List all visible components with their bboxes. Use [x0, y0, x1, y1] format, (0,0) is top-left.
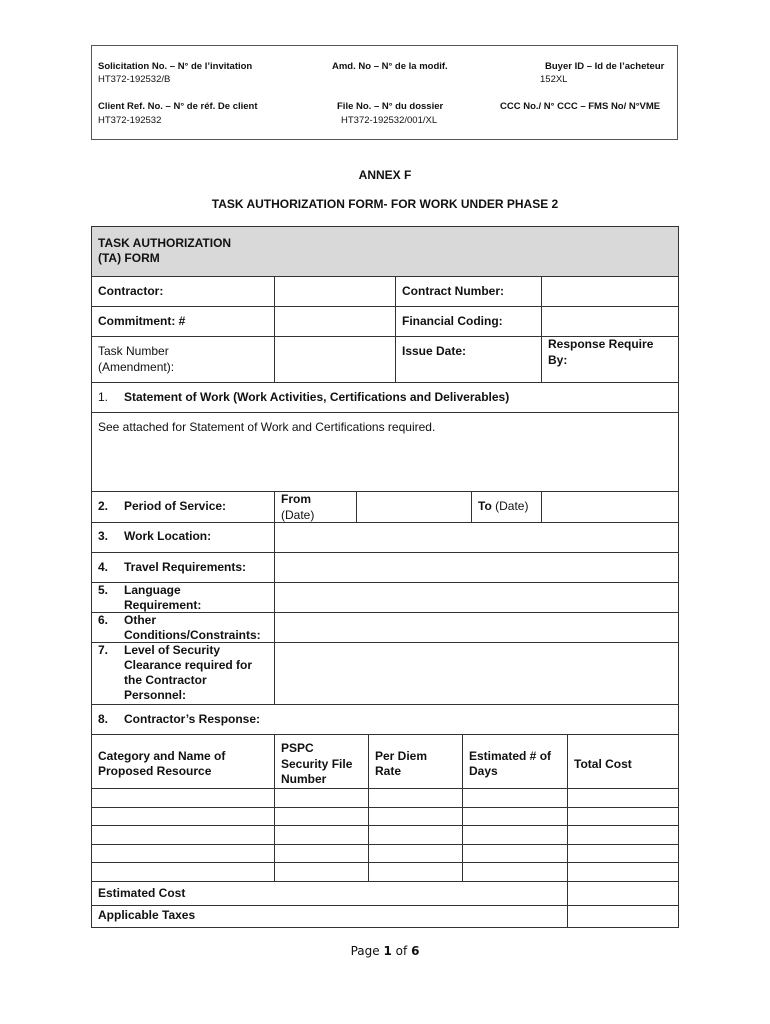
section5-number: 5.: [98, 583, 109, 597]
contractor-label: Contractor:: [98, 284, 164, 298]
annex-title: ANNEX F: [358, 168, 412, 182]
page-current: 1: [383, 944, 392, 958]
col-category-line2: Proposed Resource: [98, 764, 212, 778]
client-ref-label: Client Ref. No. – N° de réf. De client: [98, 101, 258, 112]
contractor-response-label: Contractor’s Response:: [124, 712, 261, 726]
amd-label: Amd. No – N° de la modif.: [332, 61, 448, 72]
col-days-line1: Estimated # of: [469, 749, 552, 763]
work-location-label: Work Location:: [124, 529, 212, 543]
commitment-label: Commitment: #: [98, 314, 186, 328]
section6-number: 6.: [98, 613, 109, 627]
col-total-cost: Total Cost: [574, 757, 632, 771]
section2-number: 2.: [98, 499, 109, 513]
to-date-placeholder: (Date): [495, 499, 529, 513]
page-of: of: [395, 944, 408, 958]
page-word: Page: [350, 944, 380, 958]
section4-number: 4.: [98, 560, 109, 574]
page-total: 6: [411, 944, 420, 958]
amendment-label: (Amendment):: [98, 360, 175, 374]
security-clearance-line3: the Contractor: [124, 673, 207, 687]
contract-number-label: Contract Number:: [402, 284, 505, 298]
other-conditions-line2: Conditions/Constraints:: [124, 628, 261, 642]
task-number-label: Task Number: [98, 344, 169, 358]
col-category-line1: Category and Name of: [98, 749, 226, 763]
client-ref-value: HT372-192532: [98, 115, 162, 126]
section8-number: 8.: [98, 712, 109, 726]
from-date-placeholder: (Date): [281, 508, 315, 522]
issue-date-label: Issue Date:: [402, 344, 467, 358]
ccc-label: CCC No./ N° CCC – FMS No/ N°VME: [500, 101, 661, 112]
language-label-line1: Language: [124, 583, 181, 597]
buyer-label: Buyer ID – Id de l’acheteur: [545, 61, 665, 72]
to-label: To: [478, 499, 492, 513]
security-clearance-line1: Level of Security: [124, 643, 221, 657]
col-days-line2: Days: [469, 764, 498, 778]
col-pspc-line2: Security File: [281, 757, 353, 771]
statement-of-work-text: See attached for Statement of Work and Certifications required.: [98, 420, 436, 434]
to-field: [478, 499, 528, 514]
form-title: TASK AUTHORIZATION FORM- FOR WORK UNDER PHASE 2: [211, 197, 559, 211]
security-clearance-line4: Personnel:: [124, 688, 187, 702]
from-label: From: [281, 492, 311, 506]
page-number: [0, 944, 770, 958]
language-label-line2: Requirement:: [124, 598, 202, 612]
other-conditions-line1: Other: [124, 613, 157, 627]
period-of-service-label: Period of Service:: [124, 499, 227, 513]
travel-requirements-label: Travel Requirements:: [124, 560, 247, 574]
form-heading-bar: [91, 226, 679, 276]
solicitation-value: HT372-192532/B: [98, 74, 171, 85]
security-clearance-line2: Clearance required for: [124, 658, 253, 672]
section1-number: 1.: [98, 390, 109, 404]
col-per-diem-line2: Rate: [375, 764, 402, 778]
estimated-cost-label: Estimated Cost: [98, 886, 186, 900]
applicable-taxes-label: Applicable Taxes: [98, 908, 196, 922]
section1-label: Statement of Work (Work Activities, Certifications and Deliverables): [124, 390, 510, 404]
response-required-label: Response Require: [548, 337, 654, 351]
response-required-by: By:: [548, 353, 568, 367]
financial-coding-label: Financial Coding:: [402, 314, 503, 328]
col-pspc-line1: PSPC: [281, 741, 314, 755]
form-heading-line2: (TA) FORM: [98, 251, 160, 265]
section3-number: 3.: [98, 529, 109, 543]
solicitation-label: Solicitation No. – N° de l’invitation: [98, 61, 253, 72]
file-no-label: File No. – N° du dossier: [337, 101, 444, 112]
section7-number: 7.: [98, 643, 109, 657]
buyer-value: 152XL: [540, 74, 568, 85]
col-pspc-line3: Number: [281, 772, 327, 786]
form-heading-line1: TASK AUTHORIZATION: [98, 236, 232, 250]
col-per-diem-line1: Per Diem: [375, 749, 428, 763]
file-no-value: HT372-192532/001/XL: [341, 115, 438, 126]
